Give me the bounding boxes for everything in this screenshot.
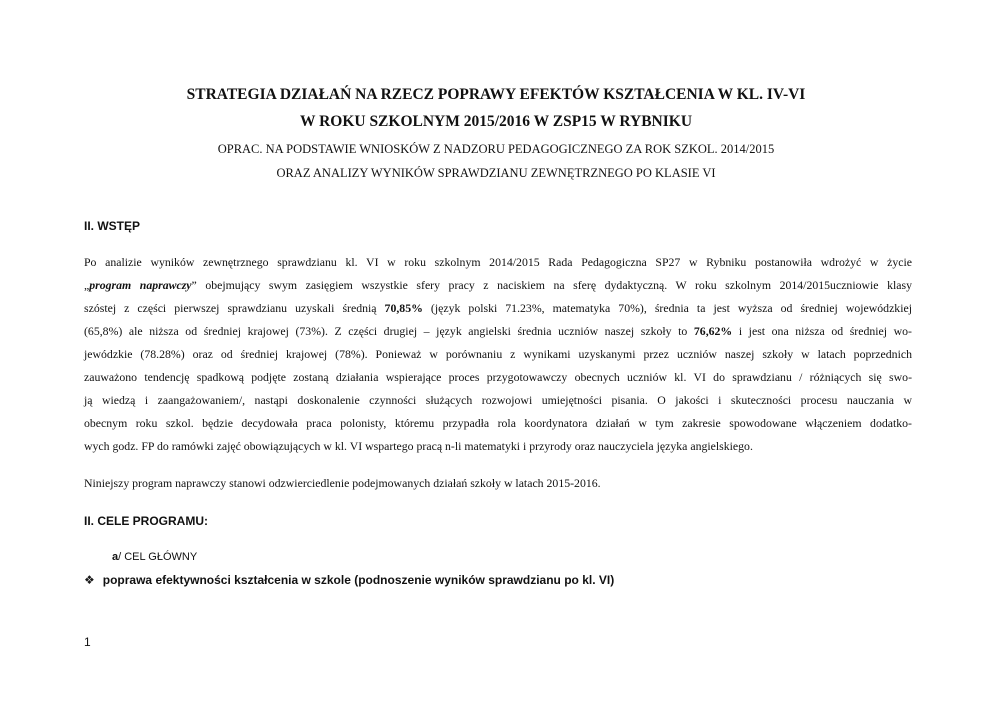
section-heading-intro: II. WSTĘP <box>84 219 141 233</box>
paragraph-text: (język polski 71.23%, matematyka 70%), średnia ta jest wyższa od średniej wojewódzkiej <box>422 301 912 315</box>
paragraph-line <box>84 343 912 366</box>
emphasized-text: 76,62% <box>693 324 733 338</box>
paragraph-text: obecnym roku szkol. będzie decydowała praca polonisty, któremu przypadła rola koordynatora działań w tym zakresie spowodowane włączeniem dodatko- <box>84 416 912 430</box>
goal-bullet-text: poprawa efektywności kształcenia w szkole (podnoszenie wyników sprawdzianu po kl. VI) <box>102 573 615 587</box>
goal-bullet-item <box>84 573 614 587</box>
paragraph-text: i jest ona niższa od średniej wo- <box>732 324 912 338</box>
paragraph-text: (65,8%) ale niższa od średniej krajowej (73%). Z części drugiej – język angielski średnia uczniów naszej szkoły to <box>84 324 694 338</box>
paragraph-line <box>84 251 912 274</box>
section-heading-goals: II. CELE PROGRAMU: <box>84 514 209 528</box>
document-title-line-1: STRATEGIA DZIAŁAŃ NA RZECZ POPRAWY EFEKTÓW KSZTAŁCENIA W KL. IV-VI <box>186 86 806 103</box>
closing-paragraph: Niniejszy program naprawczy stanowi odzwierciedlenie podejmowanych działań szkoły w latach 2015-2016. <box>84 476 601 490</box>
paragraph-line <box>84 366 912 389</box>
paragraph-line <box>84 320 912 343</box>
paragraph-line <box>84 389 912 412</box>
paragraph-line <box>84 274 912 297</box>
goal-subheading-text: / CEL GŁÓWNY <box>118 551 198 563</box>
document-subtitle-line-1: OPRAC. NA PODSTAWIE WNIOSKÓW Z NADZORU PEDAGOGICZNEGO ZA ROK SZKOL. 2014/2015 <box>217 142 775 156</box>
goal-subheading <box>112 551 197 563</box>
paragraph-line <box>84 435 912 458</box>
paragraph-text: szóstej z części pierwszej sprawdzianu uzyskali średnią <box>84 301 385 315</box>
paragraph-text: jewódzkie (78.28%) oraz od średniej krajowej (78%). Ponieważ w porównaniu z wynikami uzyskanymi przez uczniów naszej szkoły w latach poprzednich <box>84 347 912 361</box>
document-subtitle-line-2: ORAZ ANALIZY WYNIKÓW SPRAWDZIANU ZEWNĘTRZNEGO PO KLASIE VI <box>276 166 716 180</box>
intro-paragraph <box>84 251 912 458</box>
page-number: 1 <box>84 635 91 649</box>
paragraph-text: „ <box>84 278 90 292</box>
paragraph-text: Po analizie wyników zewnętrznego sprawdzianu kl. VI w roku szkolnym 2014/2015 Rada Pedagogiczna SP27 w Rybniku postanowiła wdrożyć w życie <box>84 255 912 269</box>
paragraph-line <box>84 297 912 320</box>
paragraph-text: zauważono tendencję spadkową podjęte zostaną działania wspierające proces przygotowawczy obecnych uczniów kl. VI do sprawdzianu / różniących się swo- <box>84 370 912 384</box>
paragraph-line <box>84 412 912 435</box>
paragraph-text: ją wiedzą i zaangażowaniem/, nastąpi doskonalenie czynności służących rozwojowi umiejętności pisania. O jakości i skuteczności procesu nauczania w <box>84 393 912 407</box>
emphasized-text: program naprawczy <box>89 278 192 292</box>
paragraph-text: ” obejmujący swym zasięgiem wszystkie sfery pracy z naciskiem na sferę dydaktyczną. W roku szkolnym 2014/2015uczniowie klasy <box>191 278 912 292</box>
emphasized-text: 70,85% <box>384 301 423 315</box>
goal-subheading-letter: a <box>112 551 119 563</box>
paragraph-text: wych godz. FP do ramówki zajęć obowiązujących w kl. VI wspartego pracą n-li matematyki i przyrody oraz nauczyciela języka angielskiego. <box>84 439 753 453</box>
document-title-line-2: W ROKU SZKOLNYM 2015/2016 W ZSP15 W RYBNIKU <box>299 113 693 130</box>
diamond-bullet-icon: ❖ <box>84 573 95 587</box>
